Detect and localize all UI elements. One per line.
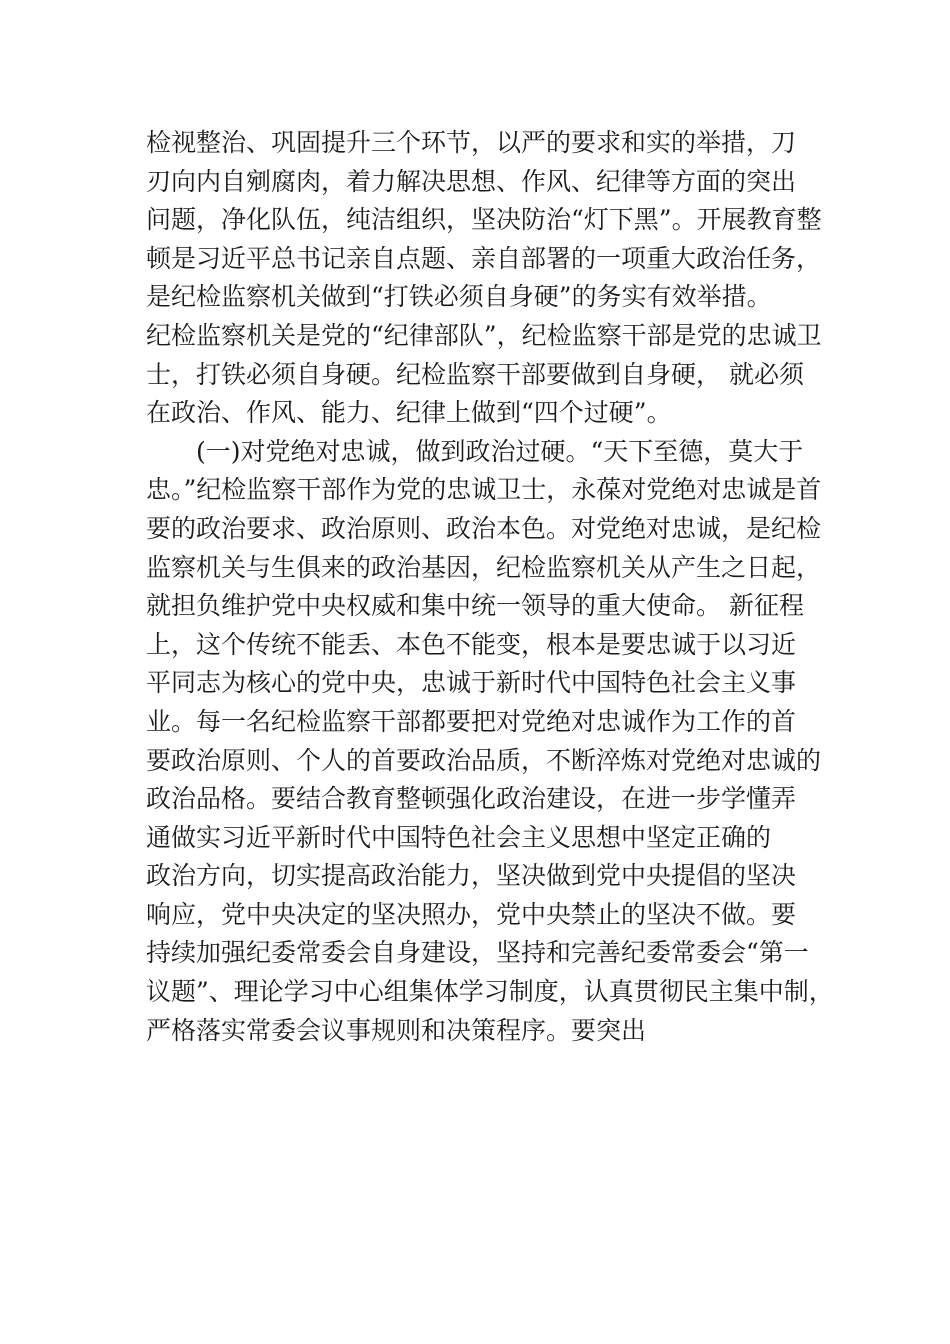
text-line: 忠。”纪检监察干部作为党的忠诚卫士，永葆对党绝对忠诚是首 (146, 475, 822, 505)
text-line: 通做实习近平新时代中国特色社会主义思想中坚定正确的 (146, 822, 772, 852)
text-line: 在政治、作风、能力、纪律上做到“四个过硬”。 (146, 398, 672, 428)
text-line: 平同志为核心的党中央，忠诚于新时代中国特色社会主义事 (146, 668, 797, 698)
text-line: 要政治原则、个人的首要政治品质，不断淬炼对党绝对忠诚的 (146, 745, 822, 775)
text-line: 议题”、理论学习中心组集体学习制度，认真贯彻民主集中制， (146, 977, 834, 1007)
text-line: 业。每一名纪检监察干部都要把对党绝对忠诚作为工作的首 (146, 706, 797, 736)
text-line: 政治品格。要结合教育整顿强化政治建设，在进一步学懂弄 (146, 784, 797, 814)
text-line: 上，这个传统不能丢、本色不能变，根本是要忠诚于以习近 (146, 629, 797, 659)
text-line: 检视整治、巩固提升三个环节，以严的要求和实的举措，刀 (146, 128, 797, 157)
text-line: 刃向内自剜腐肉，着力解决思想、作风、纪律等方面的突出 (146, 166, 797, 196)
text-line: 监察机关与生俱来的政治基因，纪检监察机关从产生之日起， (146, 552, 822, 582)
text-line: 就担负维护党中央权威和集中统一领导的重大使命。 新征程 (146, 591, 804, 621)
text-line: 士，打铁必须自身硬。纪检监察干部要做到自身硬， 就必须 (146, 359, 804, 389)
text-line: 响应，党中央决定的坚决照办，党中央禁止的坚决不做。要 (146, 899, 797, 929)
text-line: 持续加强纪委常委会自身建设，坚持和完善纪委常委会“第一 (146, 938, 809, 968)
text-line: 要的政治要求、政治原则、政治本色。对党绝对忠诚，是纪检 (146, 513, 822, 543)
text-line: 顿是习近平总书记亲自点题、亲自部署的一项重大政治任务， (146, 243, 822, 273)
text-line: 政治方向，切实提高政治能力，坚决做到党中央提倡的坚决 (146, 861, 797, 891)
text-line: 是纪检监察机关做到“打铁必须自身硬”的务实有效举措。 (146, 282, 772, 312)
body-text (146, 124, 834, 1050)
text-line: (一)对党绝对忠诚，做到政治过硬。“天下至德，莫大于 (196, 436, 804, 466)
text-line: 纪检监察机关是党的“纪律部队”，纪检监察干部是党的忠诚卫 (146, 320, 822, 350)
text-line: 问题，净化队伍，纯洁组织，坚决防治“灯下黑”。开展教育整 (146, 205, 822, 235)
text-line: 严格落实常委会议事规则和决策程序。要突出 (146, 1015, 647, 1045)
